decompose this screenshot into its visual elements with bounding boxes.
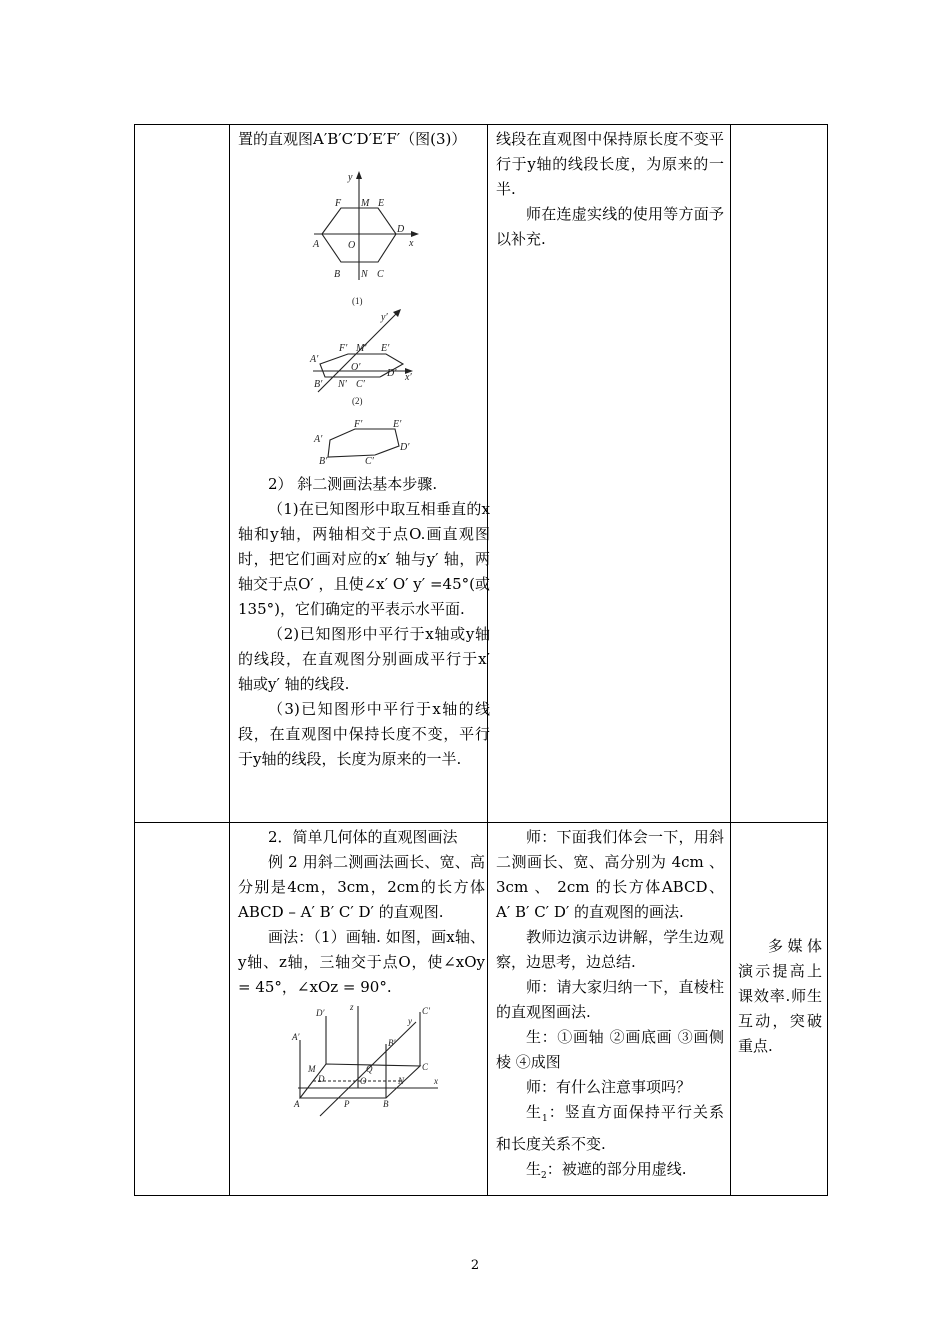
step-1-text: （1)在已知图形中取互相垂直的x轴和y轴，两轴相交于点O.画直观图时，把它们画对应的x′ 轴与y′ 轴，两轴交于点O′ ，且使∠x′ O′ y′ =45°(或135°)，它们确定的平表示水平面. [238,500,490,618]
cuboid-label: x [434,1076,438,1086]
student-2-answer [496,1157,724,1189]
fig2-label: F′ [339,343,348,354]
cuboid-label: D′ [316,1008,325,1018]
fig3-label: F′ [354,419,363,430]
column-divider [730,124,731,1196]
fig1-label: E [378,198,385,209]
fig1-label: C [377,269,384,280]
cuboid-label: y [408,1016,412,1026]
student-label: 生 [526,1103,543,1121]
fig1-label: N [361,269,368,280]
fig1-label: D [397,224,405,235]
demo-text: 教师边演示边讲解，学生边观察，边思考，边总结. [496,928,724,971]
row2-purpose-cell [738,934,822,1059]
fig3-label: B′ [319,456,328,467]
column-divider [229,124,230,1196]
cuboid-label: M [308,1064,316,1074]
lesson-table [134,124,828,1196]
fig3-label: E′ [393,419,402,430]
table-border-left [134,124,135,1196]
fig2-label: M′ [356,343,367,354]
fig2-label: A′ [310,354,319,365]
row1-content-cell [238,127,490,772]
steps-title: 2） 斜二测画法基本步骤. [268,475,438,493]
cuboid-label: C [422,1062,429,1072]
fig3-label: A′ [314,434,323,445]
hexagon-figures [238,152,490,470]
row2-teaching-cell [496,825,724,1189]
student-1-text: ：竖直方面保持平行关系和长度关系不变. [496,1103,724,1153]
section-title: 2．简单几何体的直观图画法 [268,828,458,846]
fig2-label: E′ [381,343,390,354]
row1-teaching-cell [496,127,724,252]
table-border-right [827,124,828,1196]
fig1-label: O [348,240,356,251]
fig2-label: x′ [405,372,412,383]
fig1-x-arrow [411,231,419,237]
fig3-label: C′ [365,456,374,467]
page-number: 2 [470,1258,480,1273]
fig2-label: C′ [356,379,365,390]
cuboid-label: z [350,1004,354,1012]
method-step-1-text: 画法：（1）画轴. 如图，画x轴、y轴、z轴，三轴交于点O，使∠xOy = 45°，∠xOz = 90°. [238,928,485,996]
fig1-caption: (1) [352,296,363,306]
cuboid-label: A [294,1099,300,1109]
fig1-label: y [348,172,353,183]
summary-prompt-text: 师：请大家归纳一下，直棱柱的直观图画法. [496,978,724,1021]
row2-content-cell [238,825,485,1124]
caution-question-text: 师：有什么注意事项吗？ [526,1078,692,1096]
cuboid-label: P [344,1099,350,1109]
fig1-label: F [335,198,342,209]
fig1-label: B [334,269,341,280]
student-answer-text: 生：①画轴 ②画底画 ③画侧棱 ④成图 [496,1028,724,1071]
fig2-label: B′ [314,379,323,390]
table-border-bottom [134,1195,828,1196]
cuboid-label: A′ [292,1032,300,1042]
fig2-label: y′ [381,312,388,323]
table-border-top [134,124,828,125]
step-3-text: （3)已知图形中平行于x轴的线段，在直观图中保持长度不变，平行于y轴的线段，长度为原来的一半. [238,700,490,768]
fig1-y-arrow [356,171,362,179]
fig2-label: N′ [338,379,347,390]
cuboid-label: O [360,1076,367,1086]
student-index: 1 [542,1114,548,1124]
fig2-label: D′ [387,368,397,379]
rule-summary-text: 线段在直观图中保持原长度不变平行于y轴的线段长度，为原来的一半. [496,130,724,198]
example-2-text: 例 2 用斜二测画法画长、宽、高分别是4cm，3cm，2cm的长方体ABCD – A′ B′ C′ D′ 的直观图. [238,853,485,921]
teacher-intro-text: 师：下面我们体会一下，用斜二测画长、宽、高分别为 4cm 、 3cm 、 2cm 的长方体ABCD、A′ B′ C′ D′ 的直观图的画法. [496,828,724,921]
cuboid-label: N [398,1076,405,1086]
teacher-note-text: 师在连虚实线的使用等方面予以补充. [496,205,724,248]
cuboid-label: Q [366,1064,373,1074]
fig3-label: D′ [400,442,410,453]
step-2-text: （2)已知图形中平行于x轴或y轴的线段，在直观图分别画成平行于x′ 轴或y′ 轴的线段. [238,625,490,693]
cuboid-label: D [318,1074,325,1084]
figure-intro-text: 置的直观图A′B′C′D′E′F′（图(3)） [238,130,467,148]
cuboid-label: C′ [422,1006,430,1016]
cuboid-figure [238,1004,485,1124]
fig2-label: O′ [351,362,361,373]
design-purpose-text: 多媒体演示提高上课效率.师生互动，突破重点. [738,937,822,1055]
student-2-text: ：被遮的部分用虚线. [546,1160,687,1178]
fig3-hexagon [328,429,399,457]
student-1-answer [496,1100,724,1157]
row-divider [134,822,828,823]
student-label: 生 [526,1160,542,1178]
cuboid-label: B′ [388,1038,396,1048]
fig1-label: x [409,238,414,249]
fig1-label: A [313,239,320,250]
fig1-label: M [361,198,370,209]
student-index: 2 [541,1171,547,1181]
fig2-caption: (2) [352,396,363,406]
cuboid-label: B [383,1099,389,1109]
